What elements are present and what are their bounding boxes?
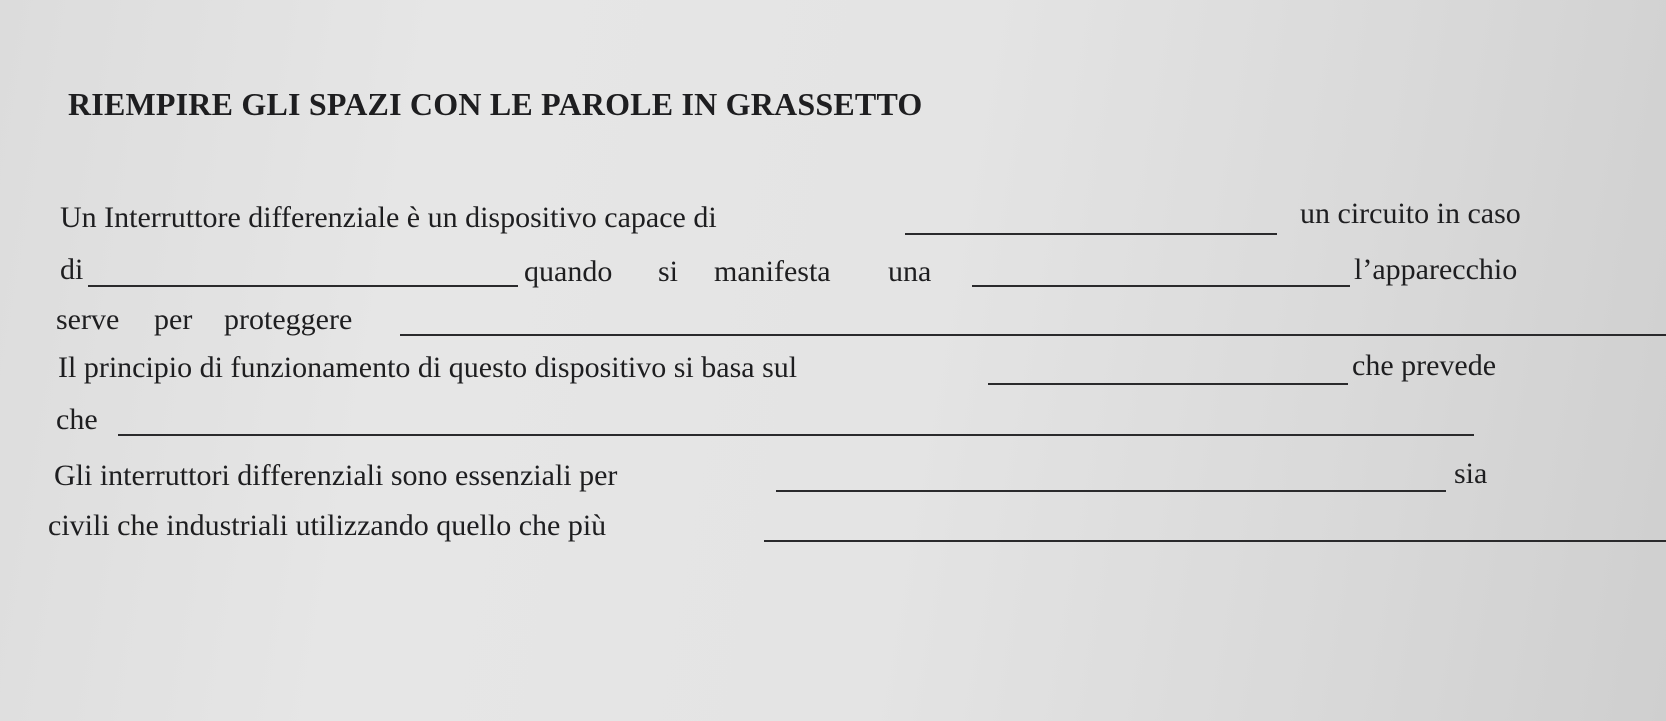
sentence-2-word-si: si (658, 255, 679, 288)
sentence-2-word-di: di (60, 253, 84, 286)
sentence-2-word-quando: quando (524, 255, 613, 288)
sentence-6-start: Gli interruttori differenziali sono essenziali per (54, 459, 618, 492)
sentence-3-word-serve: serve (56, 303, 120, 336)
sentence-3-word-per: per (154, 303, 193, 336)
sentence-1-end: un circuito in caso (1300, 197, 1521, 230)
sentence-2-word-una: una (888, 255, 932, 288)
blank-7[interactable] (776, 490, 1446, 492)
blank-4[interactable] (400, 334, 1666, 336)
worksheet-title: RIEMPIRE GLI SPAZI CON LE PAROLE IN GRASSETTO (68, 86, 923, 122)
blank-1[interactable] (905, 233, 1277, 235)
sentence-1-start: Un Interruttore differenziale è un dispositivo capace di (60, 201, 717, 234)
blank-3[interactable] (972, 285, 1350, 287)
blank-6[interactable] (118, 434, 1474, 436)
blank-5[interactable] (988, 383, 1348, 385)
sentence-6-end: sia (1454, 457, 1488, 490)
blank-2[interactable] (88, 285, 518, 287)
sentence-4-end: che prevede (1352, 349, 1497, 382)
sentence-5-word-che: che (56, 403, 98, 436)
sentence-7-start: civili che industriali utilizzando quello che più (48, 509, 607, 542)
blank-8[interactable] (764, 540, 1666, 542)
sentence-4-start: Il principio di funzionamento di questo dispositivo si basa sul (58, 351, 798, 384)
sentence-3-word-proteggere: proteggere (224, 303, 353, 336)
sentence-2-word-manifesta: manifesta (714, 255, 831, 288)
sentence-2-word-apparecchio: l’apparecchio (1354, 253, 1518, 286)
